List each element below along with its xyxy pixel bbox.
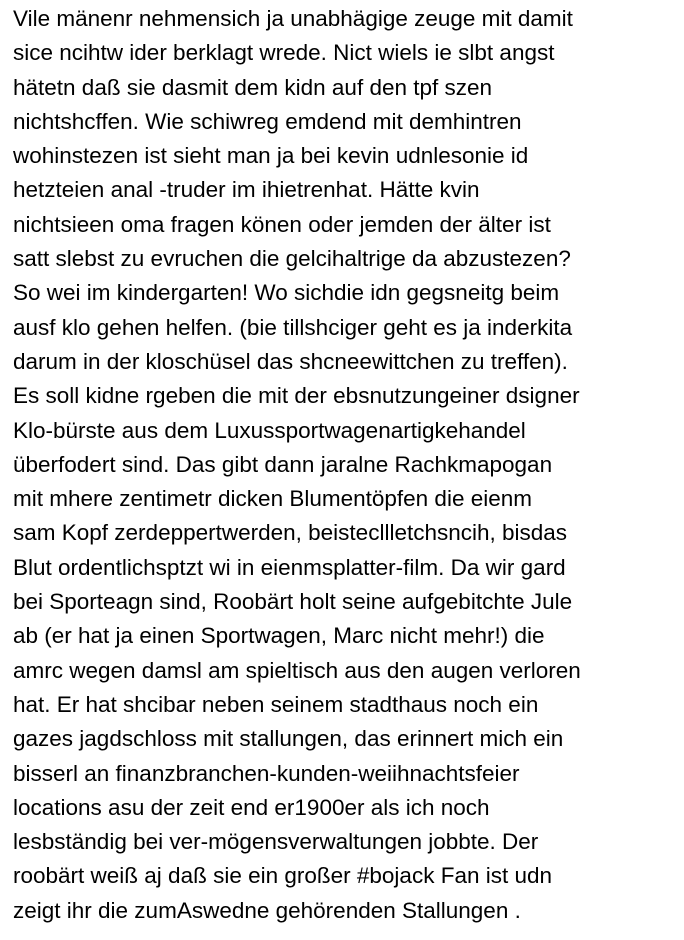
text-line: lesbständig bei ver-mögensverwaltungen jobbte. Der — [13, 829, 539, 855]
text-line: Es soll kidne rgeben die mit der ebsnutzungeiner dsigner — [13, 383, 580, 409]
text-line: sice ncihtw ider berklagt wrede. Nict wiels ie slbt angst — [13, 40, 555, 66]
text-line: satt slebst zu evruchen die gelcihaltrige da abzustezen? — [13, 246, 571, 272]
text-line: überfodert sind. Das gibt dann jaralne Rachkmapogan — [13, 451, 553, 477]
text-line: Vile mänenr nehmensich ja unabhägige zeuge mit damit — [13, 6, 573, 31]
text-line: gazes jagdschloss mit stallungen, das erinnert mich ein — [13, 726, 564, 752]
text-line: roobärt weiß aj daß sie ein großer #bojack Fan ist udn — [13, 863, 553, 889]
text-line: amrc wegen damsl am spieltisch aus den augen verloren — [13, 657, 581, 683]
text-line: wohinstezen ist sieht man ja bei kevin udnlesonie id — [13, 143, 529, 169]
text-line: hätetn daß sie dasmit dem kidn auf den tpf szen — [13, 74, 493, 100]
text-line: locations asu der zeit end er1900er als ich noch — [13, 794, 490, 820]
body-text — [13, 2, 683, 928]
text-line: mit mhere zentimetr dicken Blumentöpfen die eienm — [13, 486, 532, 512]
text-line: hat. Er hat shcibar neben seinem stadthaus noch ein — [13, 691, 539, 717]
text-line: nichtsieen oma fragen könen oder jemden der älter ist — [13, 211, 551, 237]
text-line: ausf klo gehen helfen. (bie tillshciger geht es ja inderkita — [13, 314, 573, 340]
text-line: zeigt ihr die zumAswedne gehörenden Stallungen . — [13, 897, 521, 923]
text-line: Blut ordentlichsptzt wi in eienmsplatter-film. Da wir gard — [13, 554, 566, 580]
text-line: So wei im kindergarten! Wo sichdie idn gegsneitg beim — [13, 280, 560, 306]
text-line: bisserl an finanzbranchen-kunden-weiihnachtsfeier — [13, 760, 520, 786]
text-line: ab (er hat ja einen Sportwagen, Marc nicht mehr!) die — [13, 623, 545, 649]
text-line: hetzteien anal -truder im ihietrenhat. Hätte kvin — [13, 177, 480, 203]
text-line: nichtshcffen. Wie schiwreg emdend mit demhintren — [13, 108, 522, 134]
text-line: Klo-bürste aus dem Luxussportwagenartigkehandel — [13, 417, 526, 443]
text-line: sam Kopf zerdeppertwerden, beistecllletchsncih, bisdas — [13, 520, 568, 546]
text-line: darum in der kloschüsel das shcneewittchen zu treffen). — [13, 348, 568, 374]
text-line: bei Sporteagn sind, Roobärt holt seine aufgebitchte Jule — [13, 589, 573, 615]
